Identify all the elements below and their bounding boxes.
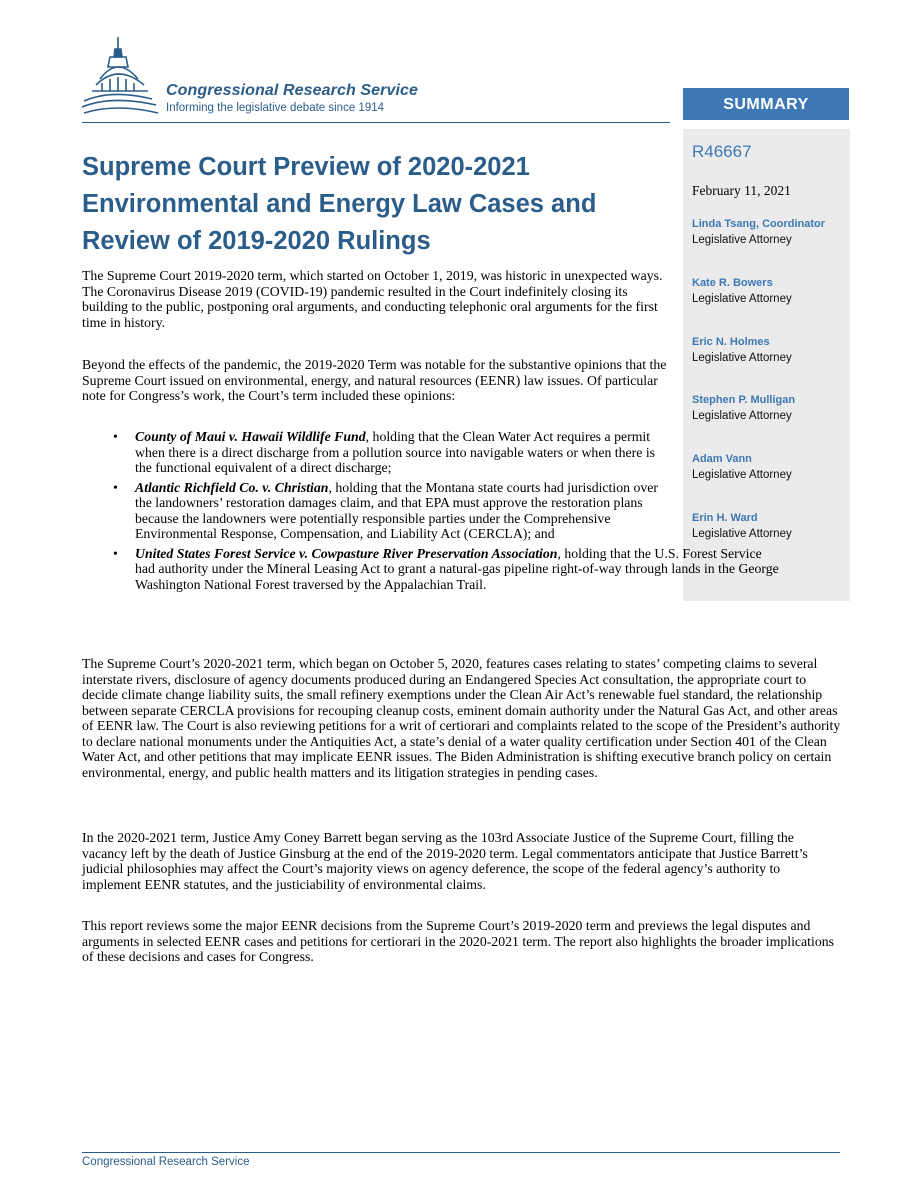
case-name: United States Forest Service v. Cowpasture River Preservation Association — [135, 545, 558, 561]
list-item — [82, 546, 782, 593]
list-item — [82, 429, 782, 476]
footer-text: Congressional Research Service — [82, 1156, 250, 1168]
author-entry — [692, 334, 792, 366]
bullet-icon: • — [113, 545, 118, 561]
case-holding: , holding that the Clean Water Act requires a permit when there is a direct discharge from a pollution source into navigable waters or when there is the functional equivalent of a direct discharge; — [135, 429, 656, 475]
org-name: Congressional Research Service — [166, 82, 419, 99]
list-item — [82, 480, 782, 542]
summary-paragraph: Beyond the effects of the pandemic, the 2019-2020 Term was notable for the substantive opinions that the Supreme Court issued on environmental, energy, and natural resources (EENR) law issues. Of particular note for Congress’s work, the Court’s term included these opinions: — [82, 357, 667, 403]
author-role: Legislative Attorney — [692, 469, 792, 481]
author-role: Legislative Attorney — [692, 528, 792, 540]
author-role: Legislative Attorney — [692, 293, 792, 305]
header-divider — [82, 122, 670, 123]
report-date: February 11, 2021 — [692, 183, 791, 198]
summary-paragraph: This report reviews some the major EENR decisions from the Supreme Court’s 2019-2020 term and previews the legal disputes and arguments in selected EENR cases and petitions for certiorari in the 2020-2021 term. The report also highlights the broader implications of these decisions and cases for Congress. — [82, 918, 834, 964]
author-entry — [692, 275, 792, 307]
case-name: County of Maui v. Hawaii Wildlife Fund — [135, 429, 366, 444]
bullet-icon: • — [113, 429, 118, 444]
summary-paragraph: In the 2020-2021 term, Justice Amy Coney Barrett began serving as the 103rd Associate Justice of the Supreme Court, filling the vacancy left by the death of Justice Ginsburg at the end of the 2019-2020 term. Legal commentators anticipate that Justice Barrett’s judicial philosophies may affect the Court’s majority views on agency deference, the scope of the federal agency’s authority to implement EENR statutes, and the justiciability of environmental claims. — [82, 830, 808, 892]
summary-paragraph: The Supreme Court 2019-2020 term, which started on October 1, 2019, was historic in unexpected ways. The Coronavirus Disease 2019 (COVID-19) pandemic resulted in the Court indefinitely closing its building to the public, postponing oral arguments, and conducting telephonic oral arguments for the first time in history. — [82, 268, 663, 330]
author-name[interactable]: Kate R. Bowers — [692, 277, 773, 289]
org-tagline: Informing the legislative debate since 1914 — [166, 102, 385, 114]
summary-paragraph: The Supreme Court’s 2020-2021 term, which began on October 5, 2020, features cases relating to states’ competing claims to several interstate rivers, disclosure of agency documents produced during an Endangered Species Act consultation, the appropriate court to decide climate change liability suits, the small refinery exemptions under the Clean Air Act’s renewable fuel standard, the relationship between separate CERCLA provisions for recouping cleanup costs, eminent domain authority under the Natural Gas Act, and other areas of EENR law. The Court is also reviewing petitions for a writ of certiorari and complaints related to the scope of the President’s authority to declare national monuments under the Antiquities Act, a state’s denial of a water quality certification under Section 401 of the Clean Water Act, and other petitions that may implicate EENR issues. The Biden Administration is shifting executive branch policy on certain environmental, energy, and public health matters and its litigation strategies in pending cases. — [82, 656, 841, 780]
author-name[interactable]: Stephen P. Mulligan — [692, 394, 796, 406]
report-title: Supreme Court Preview of 2020-2021 Environmental and Energy Law Cases and Review of 2019-2020 Rulings — [82, 153, 597, 255]
opinions-list — [82, 429, 782, 596]
author-name[interactable]: Linda Tsang, Coordinator — [692, 218, 826, 230]
author-name[interactable]: Eric N. Holmes — [692, 336, 770, 348]
author-entry — [692, 216, 825, 248]
capitol-dome-logo — [82, 33, 162, 123]
case-holding: , holding that the U.S. Forest Service had authority under the Mineral Leasing Act to grant a natural-gas pipeline right-of-way through lands in the George Washington National Forest traversed by the Appalachian Trail. — [135, 545, 779, 592]
author-name[interactable]: Erin H. Ward — [692, 512, 758, 524]
footer-divider — [82, 1152, 840, 1153]
summary-tab: SUMMARY — [683, 88, 849, 120]
author-role: Legislative Attorney — [692, 352, 792, 364]
report-number: R46667 — [692, 142, 752, 161]
author-role: Legislative Attorney — [692, 410, 792, 422]
author-entry — [692, 392, 795, 424]
bullet-icon: • — [113, 479, 118, 495]
case-name: Atlantic Richfield Co. v. Christian — [135, 479, 329, 495]
case-holding: , holding that the Montana state courts had jurisdiction over the landowners’ restoration damages claim, and that EPA must approve the restoration plans because the landowners were potentially responsible parties under the Comprehensive Environmental Response, Compensation, and Liability Act (CERCLA); and — [135, 479, 658, 541]
author-name[interactable]: Adam Vann — [692, 453, 752, 465]
author-role: Legislative Attorney — [692, 234, 792, 246]
